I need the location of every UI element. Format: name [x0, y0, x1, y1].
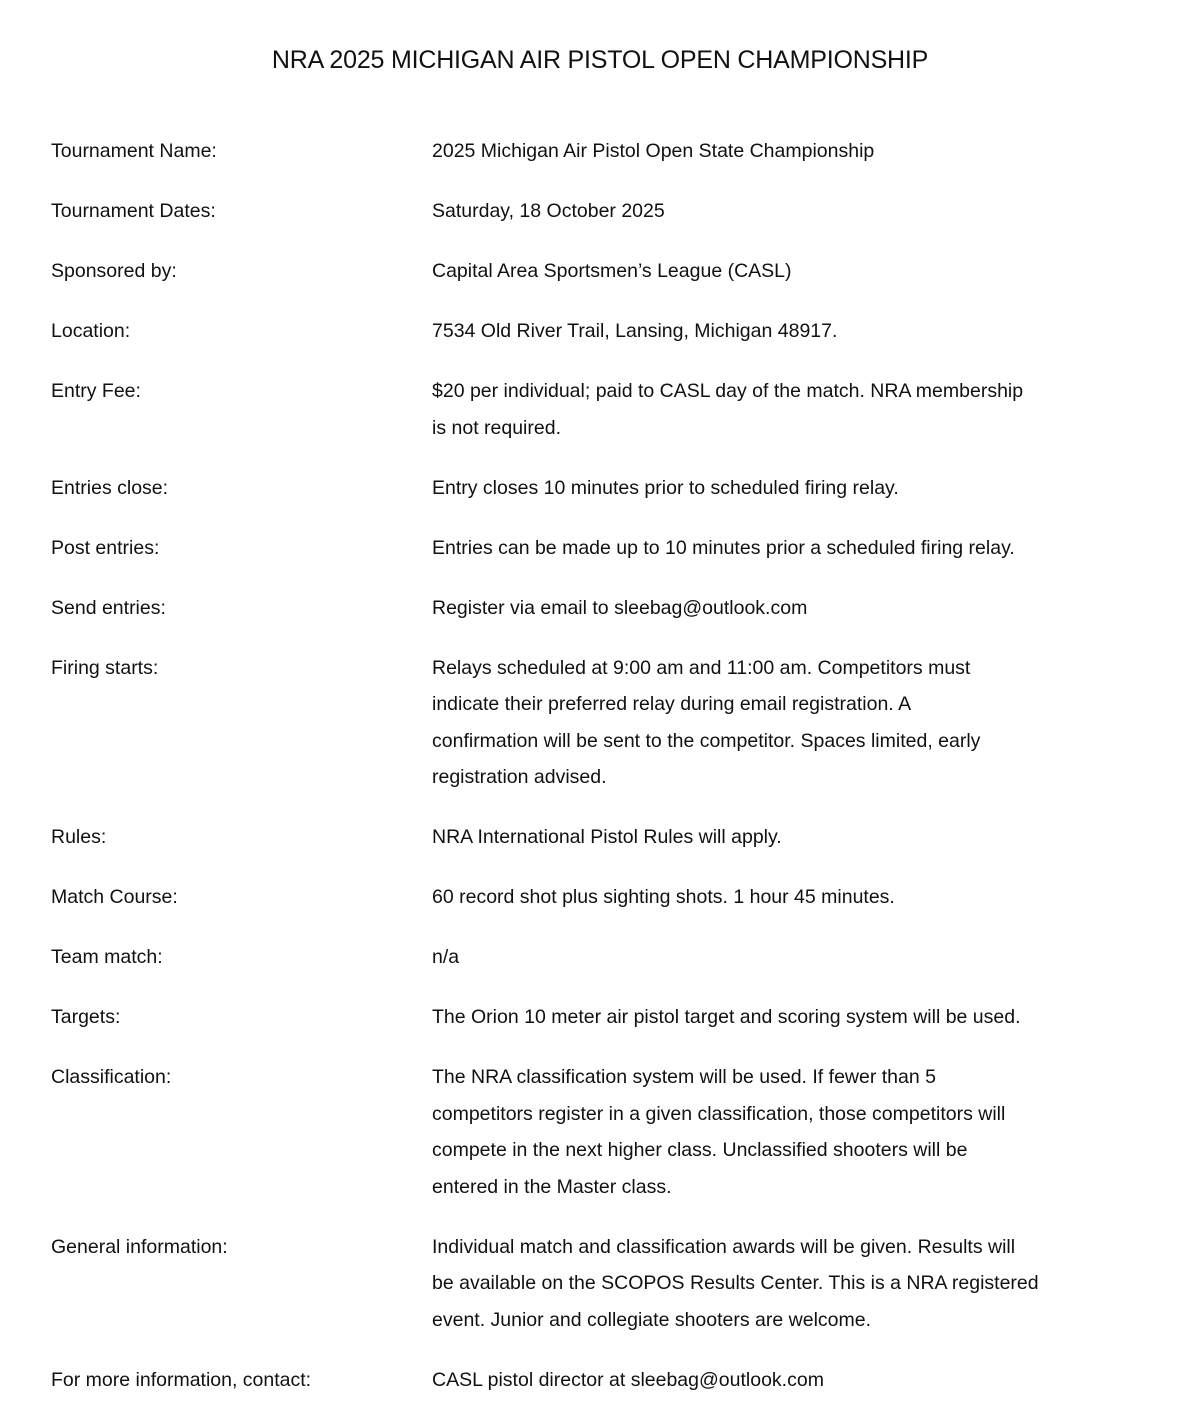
- field-value-line: n/a: [432, 946, 460, 968]
- field-value-line: CASL pistol director at sleebag@outlook.com: [432, 1368, 824, 1391]
- field-value-line: Capital Area Sportsmen’s League (CASL): [432, 260, 792, 282]
- field-value: [432, 193, 1171, 230]
- field-value: [432, 939, 1171, 976]
- info-row: [51, 1362, 1171, 1399]
- field-value: [432, 530, 1171, 567]
- field-label: Entries close:: [51, 476, 169, 499]
- field-value: [432, 313, 1171, 350]
- info-row: [51, 470, 1171, 507]
- info-row: [51, 999, 1171, 1036]
- field-label: For more information, contact:: [51, 1368, 312, 1391]
- info-row: [51, 590, 1171, 627]
- field-value-line: Entry closes 10 minutes prior to scheduled firing relay.: [432, 476, 899, 499]
- field-value: [432, 650, 1171, 796]
- field-value: [432, 999, 1171, 1036]
- info-row: [51, 530, 1171, 567]
- info-row: [51, 253, 1171, 290]
- field-value-line: confirmation will be sent to the competitor. Spaces limited, early: [432, 729, 981, 752]
- info-row: [51, 133, 1171, 170]
- field-value-line: $20 per individual; paid to CASL day of the match. NRA membership: [432, 380, 1024, 402]
- field-label: Rules:: [51, 826, 107, 848]
- field-label: Classification:: [51, 1066, 172, 1088]
- field-value: [432, 1229, 1171, 1339]
- info-row: [51, 650, 1171, 796]
- info-row: [51, 819, 1171, 856]
- field-label: Send entries:: [51, 596, 166, 619]
- info-row: [51, 313, 1171, 350]
- field-value-line: 60 record shot plus sighting shots. 1 hour 45 minutes.: [432, 886, 895, 908]
- field-value-line: Relays scheduled at 9:00 am and 11:00 am. Competitors must: [432, 656, 971, 679]
- field-value-line: Individual match and classification awards will be given. Results will: [432, 1235, 1016, 1258]
- field-value-line: registration advised.: [432, 766, 607, 788]
- field-value: [432, 819, 1171, 856]
- field-value-line: indicate their preferred relay during email registration. A: [432, 693, 912, 715]
- field-value: [432, 373, 1171, 446]
- field-value-line: competitors register in a given classification, those competitors will: [432, 1102, 1006, 1125]
- field-value-line: The NRA classification system will be used. If fewer than 5: [432, 1066, 936, 1088]
- field-value: [432, 253, 1171, 290]
- field-value-line: event. Junior and collegiate shooters are welcome.: [432, 1308, 871, 1331]
- field-label: Targets:: [51, 1006, 121, 1028]
- field-label: Team match:: [51, 946, 163, 968]
- field-value: [432, 133, 1171, 170]
- field-value-line: 7534 Old River Trail, Lansing, Michigan 48917.: [432, 320, 838, 342]
- field-label: Tournament Name:: [51, 140, 217, 162]
- info-table: [51, 133, 1171, 1422]
- info-row: [51, 1229, 1171, 1339]
- field-label: Firing starts:: [51, 656, 159, 679]
- field-value-line: Saturday, 18 October 2025: [432, 200, 665, 222]
- field-value: [432, 1362, 1171, 1399]
- field-value: [432, 1059, 1171, 1205]
- info-row: [51, 373, 1171, 446]
- info-row: [51, 193, 1171, 230]
- field-value-line: 2025 Michigan Air Pistol Open State Championship: [432, 140, 875, 162]
- field-label: Tournament Dates:: [51, 200, 216, 222]
- field-value: [432, 879, 1171, 916]
- info-row: [51, 939, 1171, 976]
- info-row: [51, 1059, 1171, 1205]
- field-label: Match Course:: [51, 886, 178, 908]
- field-value-line: The Orion 10 meter air pistol target and scoring system will be used.: [432, 1006, 1021, 1028]
- field-label: Location:: [51, 320, 131, 342]
- field-value-line: Entries can be made up to 10 minutes prior a scheduled firing relay.: [432, 536, 1015, 559]
- field-value: [432, 470, 1171, 507]
- field-value-line: is not required.: [432, 416, 561, 439]
- field-label: Sponsored by:: [51, 260, 177, 282]
- field-value-line: Register via email to sleebag@outlook.com: [432, 596, 808, 619]
- field-value-line: NRA International Pistol Rules will apply.: [432, 826, 782, 848]
- field-value-line: compete in the next higher class. Unclassified shooters will be: [432, 1139, 968, 1161]
- field-label: General information:: [51, 1235, 228, 1258]
- document-title: NRA 2025 MICHIGAN AIR PISTOL OPEN CHAMPIONSHIP: [271, 46, 929, 74]
- field-value-line: entered in the Master class.: [432, 1175, 672, 1198]
- field-value: [432, 590, 1171, 627]
- info-row: [51, 879, 1171, 916]
- field-value-line: be available on the SCOPOS Results Center. This is a NRA registered: [432, 1272, 1039, 1294]
- field-label: Post entries:: [51, 536, 160, 559]
- field-label: Entry Fee:: [51, 380, 141, 402]
